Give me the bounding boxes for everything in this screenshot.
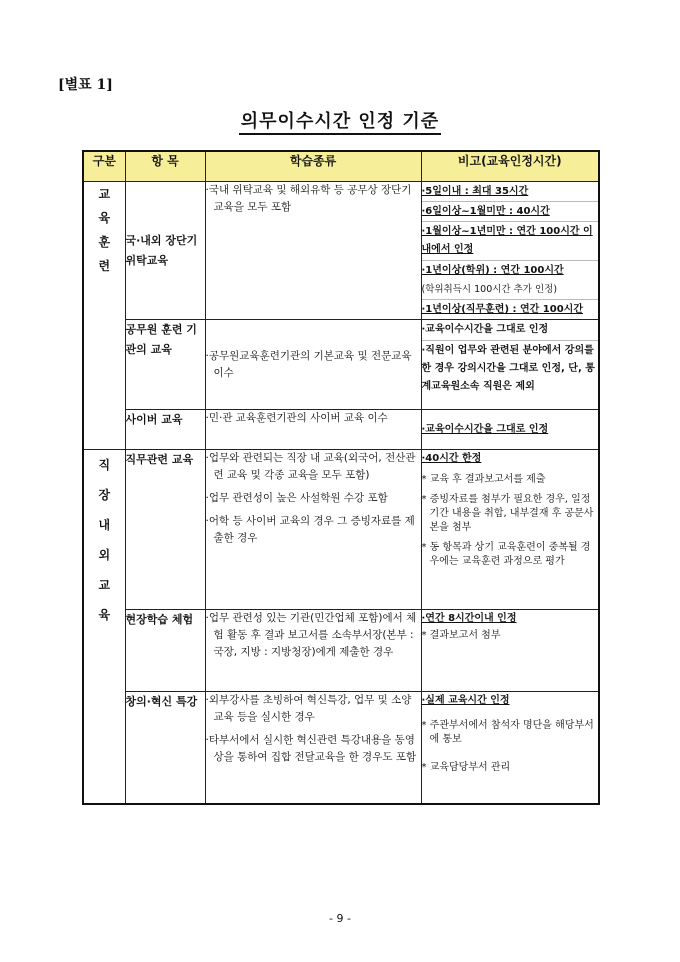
category-workplace: 직장 내외 교육 (83, 450, 125, 804)
row-notes: ·5일이내 : 최대 35시간 ·6일이상~1월미만 : 40시간 ·1월이상~1년미만 : 연간 100시간 이내에서 인정 ·1년이상(학위) : 연간 100시간 (학위취득시 100시간 추가 인정) ·1년이상(직무훈련) : 연간 100시간 (421, 182, 599, 320)
row-item: 사이버 교육 (125, 410, 205, 450)
row-notes: ·실제 교육시간 인정 * 주관부서에서 참석자 명단을 해당부서에 통보 * 교육담당부서 관리 (421, 692, 599, 804)
row-item: 직무관련 교육 (125, 450, 205, 610)
row-notes: ·교육이수시간을 그대로 인정 ·직원이 업무와 관련된 분야에서 강의를 한 경우 강의시간을 그대로 인정, 단, 통계교육원소속 직원은 제외 (421, 320, 599, 410)
page-title: 의무이수시간 인정 기준 (0, 107, 680, 133)
header-category: 구분 (83, 151, 125, 182)
row-kind: ·업무 관련성 있는 기관(민간업체 포함)에서 체험 활동 후 결과 보고서를 소속부서장(본부 : 국장, 지방 : 지방청장)에게 제출한 경우 (205, 610, 421, 692)
appendix-tag: [별표 1] (58, 77, 113, 93)
row-item: 공무원 훈련 기관의 교육 (125, 320, 205, 410)
row-item: 창의·혁신 특강 (125, 692, 205, 804)
row-notes: ·교육이수시간을 그대로 인정 (421, 410, 599, 450)
header-remarks: 비고(교육인정시간) (421, 151, 599, 182)
header-item: 항 목 (125, 151, 205, 182)
row-kind: ·공무원교육훈련기관의 기본교육 및 전문교육 이수 (205, 320, 421, 410)
table-row (83, 692, 599, 804)
criteria-table (82, 150, 600, 805)
table-row (83, 320, 599, 410)
page-number: - 9 - (329, 912, 351, 925)
category-training: 교육훈련 (83, 182, 125, 450)
row-notes: ·연간 8시간이내 인정 * 결과보고서 첨부 (421, 610, 599, 692)
row-kind: ·업무와 관련되는 직장 내 교육(외국어, 전산관련 교육 및 각종 교육을 모두 포함) ·업무 관련성이 높은 사설학원 수강 포함 ·어학 등 사이버 교육의 경우 그 증빙자료를 제출한 경우 (205, 450, 421, 610)
header-study-type: 학습종류 (205, 151, 421, 182)
table-header-row (83, 151, 599, 182)
row-notes: ·40시간 한정 * 교육 후 결과보고서를 제출 * 증빙자료를 첨부가 필요한 경우, 일정기간 내용을 취합, 내부결재 후 공문사본을 첨부 * 동 항목과 상기 교육훈련이 중복될 경우에는 교육훈련 과정으로 평가 (421, 450, 599, 610)
table-row (83, 182, 599, 320)
row-kind: ·국내 위탁교육 및 해외유학 등 공무상 장단기 교육을 모두 포함 (205, 182, 421, 320)
row-item: 현장학습 체험 (125, 610, 205, 692)
table-row (83, 410, 599, 450)
row-kind: ·외부강사를 초빙하여 혁신특강, 업무 및 소양교육 등을 실시한 경우 ·타부서에서 실시한 혁신관련 특강내용을 동영상을 통하여 집합 전달교육을 한 경우도 포함 (205, 692, 421, 804)
table-row (83, 610, 599, 692)
row-item: 국·내외 장단기 위탁교육 (125, 182, 205, 320)
row-kind: ·민·관 교육훈련기관의 사이버 교육 이수 (205, 410, 421, 450)
table-row (83, 450, 599, 610)
